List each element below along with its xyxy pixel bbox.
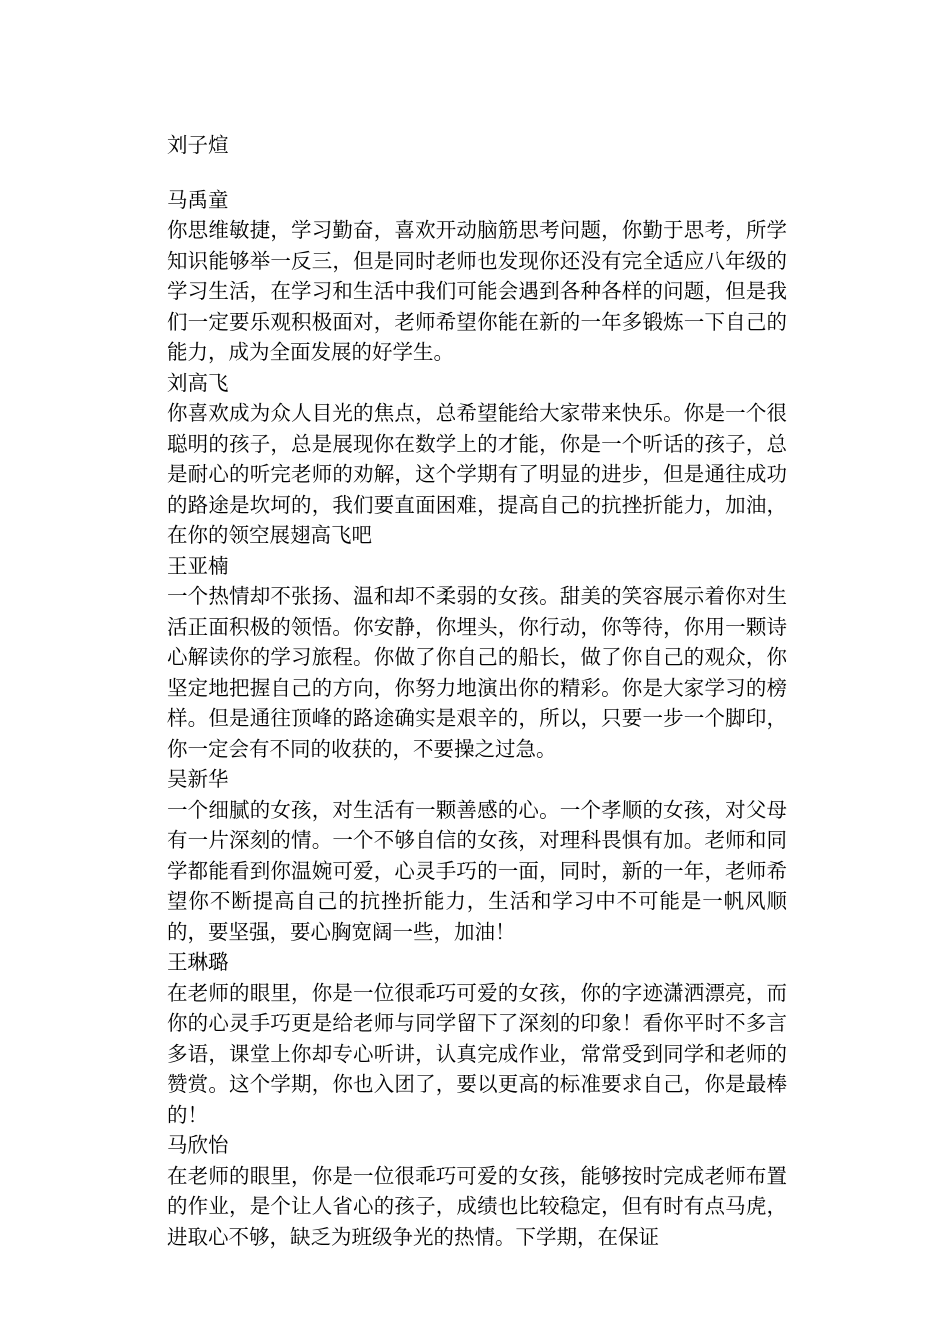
- student-name: 王琳璐: [167, 950, 229, 974]
- teacher-comment: 你思维敏捷，学习勤奋，喜欢开动脑筋思考问题，你勤于思考，所学知识能够举一反三，但是同时老师也发现你还没有完全适应八年级的学习生活，在学习和生活中我们可能会遇到各种各样的问题，但是我们一定要乐观积极面对，老师希望你能在新的一年多锻炼一下自己的能力，成为全面发展的好学生。: [167, 218, 787, 364]
- student-name: 马欣怡: [167, 1133, 229, 1157]
- comment-entry: [167, 764, 787, 947]
- comment-entry: [167, 1130, 787, 1252]
- teacher-comment: 一个热情却不张扬、温和却不柔弱的女孩。甜美的笑容展示着你对生活正面积极的领悟。你安静，你埋头，你行动，你等待，你用一颗诗心解读你的学习旅程。你做了你自己的船长，做了你自己的观众，你坚定地把握自己的方向，你努力地演出你的精彩。你是大家学习的榜样。但是通往顶峰的路途确实是艰辛的，所以，只要一步一个脚印，你一定会有不同的收获的，不要操之过急。: [167, 584, 787, 761]
- teacher-comment: 在老师的眼里，你是一位很乖巧可爱的女孩，能够按时完成老师布置的作业，是个让人省心的孩子，成绩也比较稳定，但有时有点马虎，进取心不够，缺乏为班级争光的热情。下学期，在保证: [167, 1163, 787, 1249]
- comment-entry: [167, 368, 787, 551]
- teacher-comment: 一个细腻的女孩，对生活有一颗善感的心。一个孝顺的女孩，对父母有一片深刻的情。一个不够自信的女孩，对理科畏惧有加。老师和同学都能看到你温婉可爱，心灵手巧的一面，同时，新的一年，老师希望你不断提高自己的抗挫折能力，生活和学习中不可能是一帆风顺的，要坚强，要心胸宽阔一些，加油！: [167, 797, 787, 944]
- teacher-comment: 你喜欢成为众人目光的焦点，总希望能给大家带来快乐。你是一个很聪明的孩子，总是展现你在数学上的才能，你是一个听话的孩子，总是耐心的听完老师的劝解，这个学期有了明显的进步，但是通往成功的路途是坎坷的，我们要直面困难，提高自己的抗挫折能力，加油，在你的领空展翅高飞吧: [167, 401, 787, 547]
- teacher-comment: 在老师的眼里，你是一位很乖巧可爱的女孩，你的字迹潇洒漂亮，而你的心灵手巧更是给老师与同学留下了深刻的印象！看你平时不多言多语，课堂上你却专心听讲，认真完成作业，常常受到同学和老师的赞赏。这个学期，你也入团了，要以更高的标准要求自己，你是最棒的！: [167, 980, 787, 1127]
- comment-entry: [167, 185, 787, 368]
- student-name: 马禹童: [167, 187, 229, 212]
- student-name-heading: 刘子煊: [167, 133, 229, 157]
- comment-entry: [167, 551, 787, 765]
- comment-entry: [167, 947, 787, 1130]
- student-name: 王亚楠: [167, 553, 229, 578]
- document-body: [167, 130, 787, 1252]
- student-name: 吴新华: [167, 767, 229, 791]
- student-name: 刘高飞: [167, 370, 229, 395]
